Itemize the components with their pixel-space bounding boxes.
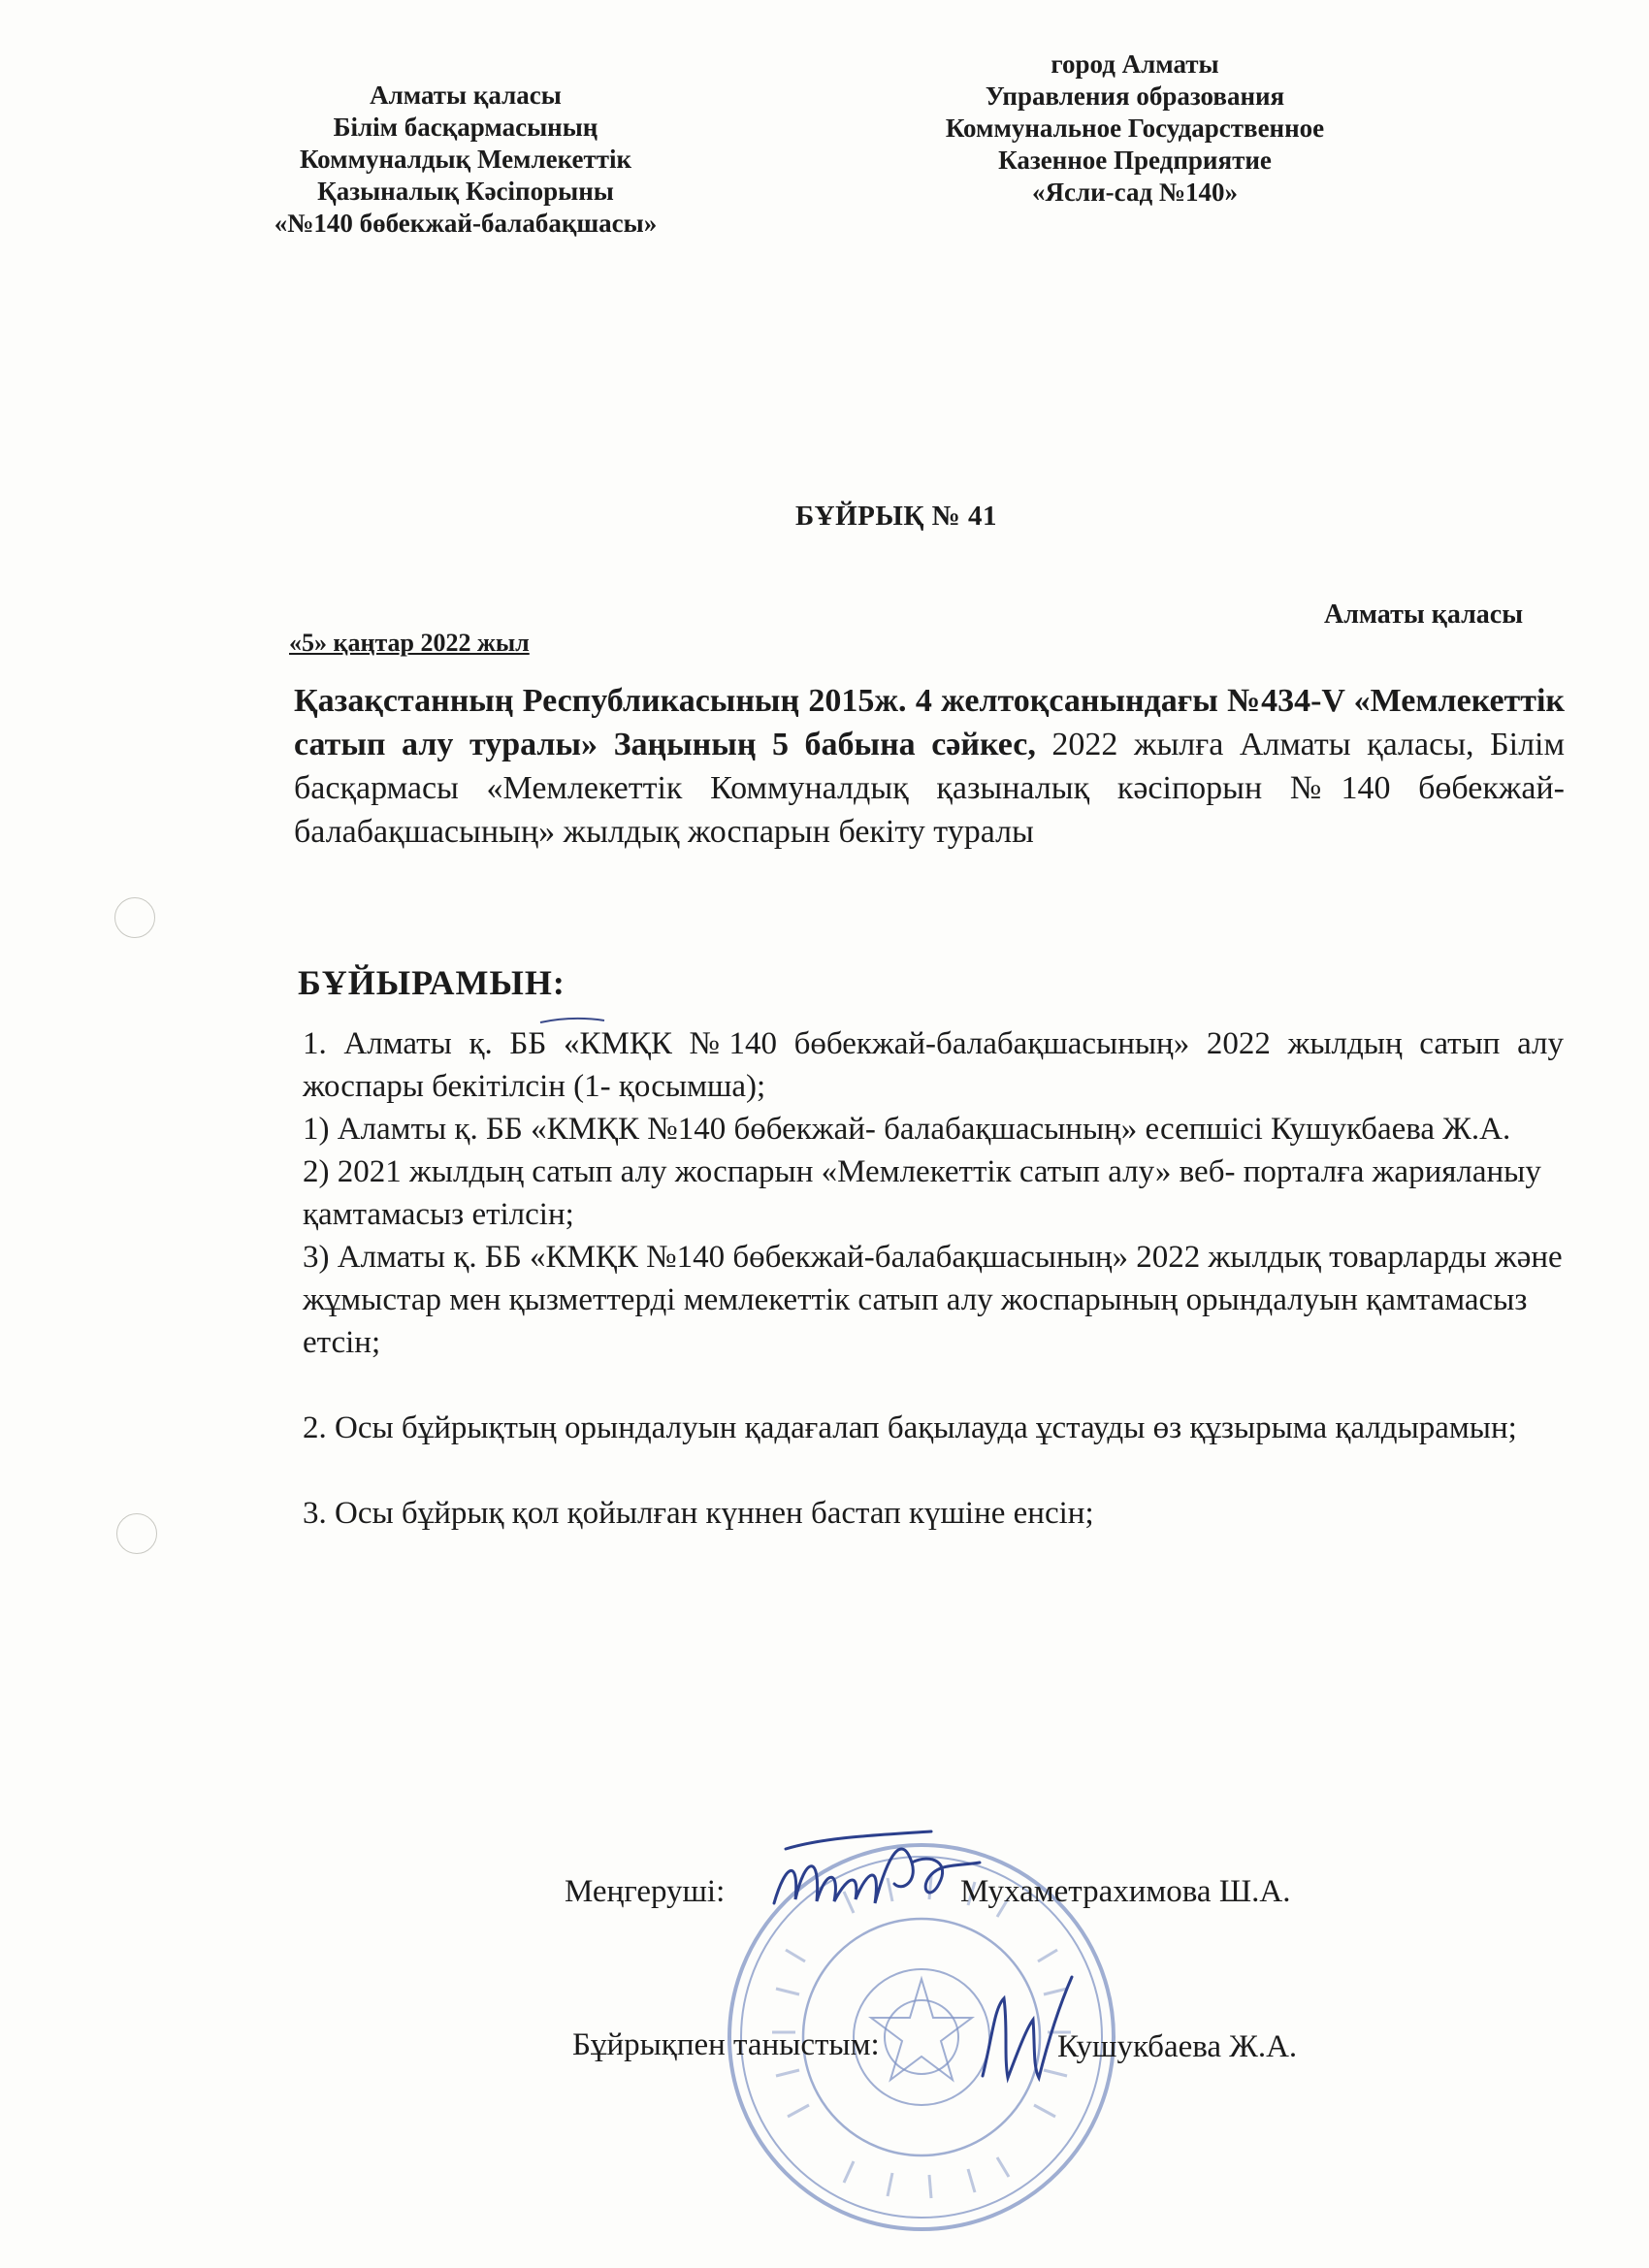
order-subitem: 3) Алматы қ. ББ «КМҚК №140 бөбекжай-балабақшасының» 2022 жылдық товарларды және жұмыстар мен қызметтерді мемлекеттік сатып алу жоспарының орындалуын қамтамасыз етсін; [303, 1240, 1563, 1360]
header-ru-line: Управления образования [985, 81, 1285, 111]
order-subitem: 1) Аламты қ. ББ «КМҚК №140 бөбекжай- балабақшасының» есепшісі Кушукбаева Ж.А. [303, 1112, 1511, 1147]
order-date: «5» қаңтар 2022 жыл [289, 629, 530, 657]
header-kk-line: Қазыналық Кәсіпорыны [317, 177, 614, 206]
header-ru-line: «Ясли-сад №140» [1031, 178, 1239, 207]
header-ru-line: Коммунальное Государственное [945, 113, 1325, 143]
head-label: Меңгеруші: [565, 1874, 726, 1909]
header-ru-line: город Алматы [1051, 49, 1219, 79]
header-kk-line: Білім басқармасының [333, 113, 598, 142]
header-kk-line: Алматы қаласы [370, 81, 562, 110]
head-name: Мухаметрахимова Ш.А. [960, 1874, 1291, 1909]
preamble-paragraph [294, 679, 1565, 854]
header-kk-line: «№140 бөбекжай-балабақшасы» [274, 209, 658, 238]
order-items [303, 1022, 1564, 1535]
header-kazakh [204, 80, 728, 240]
header-ru-line: Казенное Предприятие [998, 146, 1272, 175]
order-item: 3. Осы бұйрық қол қойылған күннен бастап күшіне енсін; [303, 1496, 1094, 1531]
decree-title: БҰЙЫРАМЫН: [298, 963, 566, 1002]
preamble-text: 2022 жылға Алматы қаласы, Білім басқармасы «Мемлекеттік Коммуналдық қазыналық кәсіпорын №140 бөбекжай- балабақшасының» жылдық жоспарын бекіту туралы [294, 727, 1565, 850]
header-russian [873, 49, 1397, 209]
header-kk-line: Коммуналдық Мемлекеттік [299, 145, 632, 174]
order-subitem: 2) 2021 жылдың сатып алу жоспарын «Мемлекеттік сатып алу» веб- порталға жарияланыу қамтамасыз етілсін; [303, 1154, 1541, 1232]
punch-hole-mark [116, 1513, 157, 1554]
ack-name: Кушукбаева Ж.А. [1057, 2029, 1298, 2064]
order-city: Алматы қаласы [1324, 599, 1524, 630]
preamble-bold: Қазақстанның Республикасының 2015ж. 4 желтоқсанындағы №434-V «Мемлекеттік сатып алу туралы» Заңының 5 бабына сәйкес, [294, 683, 1565, 762]
order-item: 2. Осы бұйрықтың орындалуын қадағалап бақылауда ұстауды өз құзырыма қалдырамын; [303, 1410, 1517, 1445]
ack-label: Бұйрықпен таныстым: [572, 2027, 880, 2062]
head-signature [766, 1824, 989, 1930]
order-item: 1. Алматы қ. ББ «КМҚК №140 бөбекжай-балабақшасының» 2022 жылдың сатып алу жоспары бекітілсін (1- қосымша); [303, 1026, 1564, 1104]
punch-hole-mark [114, 897, 155, 938]
order-title: БҰЙРЫҚ № 41 [795, 501, 998, 532]
